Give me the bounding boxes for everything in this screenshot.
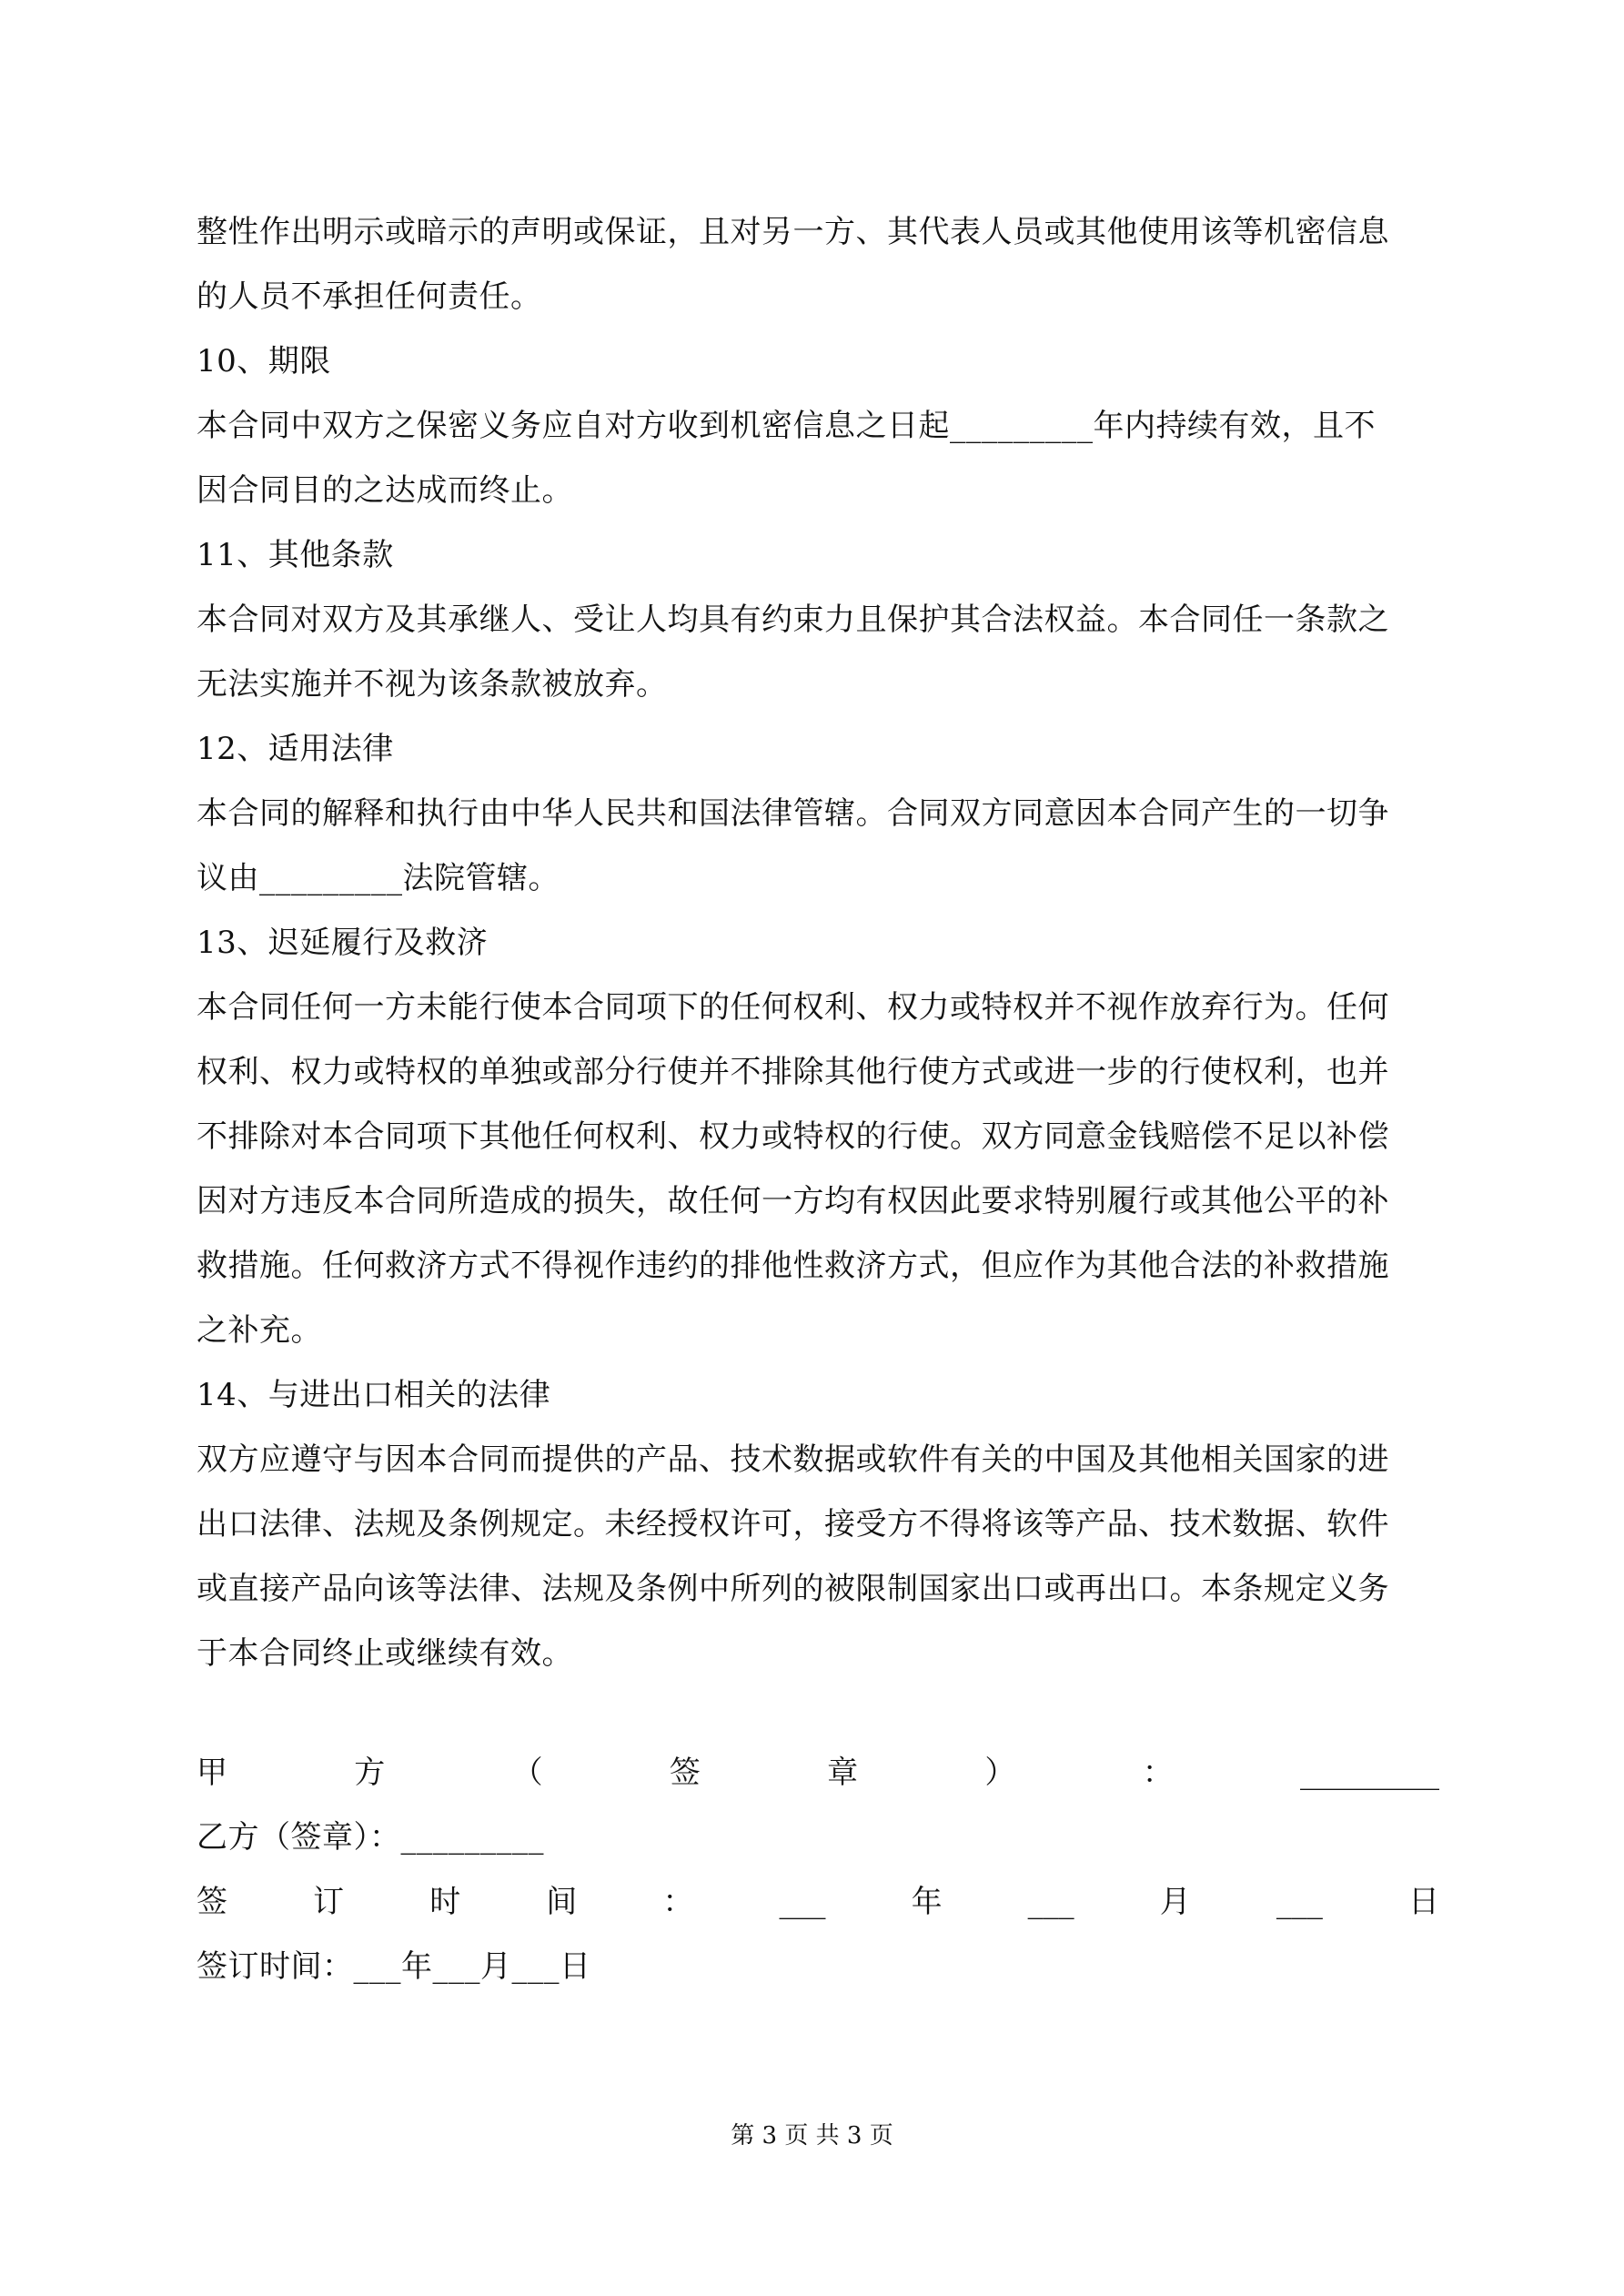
- party-a-char: ：: [1142, 1755, 1174, 1791]
- date-char: 订: [313, 1884, 345, 1920]
- body-line: 救措施。任何救济方式不得视作违约的排他性救济方式，但应作为其他合法的补救措施: [197, 1248, 1389, 1284]
- section-heading-governing-law: 12、适用法律: [197, 731, 394, 767]
- body-line: 本合同任何一方未能行使本合同项下的任何权利、权力或特权并不视作放弃行为。任何: [197, 989, 1389, 1026]
- body-line: 双方应遵守与因本合同而提供的产品、技术数据或软件有关的中国及其他相关国家的进: [197, 1441, 1389, 1478]
- body-line: 本合同中双方之保密义务应自对方收到机密信息之日起_________年内持续有效，且不: [197, 408, 1376, 444]
- date-char: 年: [911, 1884, 943, 1920]
- party-b-signature-row: 乙方（签章）：_________: [197, 1819, 544, 1856]
- body-line: 的人员不承担任何责任。: [197, 278, 542, 315]
- party-a-char: ）: [984, 1755, 1016, 1791]
- section-heading-term: 10、期限: [197, 343, 331, 379]
- body-line: 议由_________法院管辖。: [197, 860, 560, 896]
- body-line: 于本合同终止或继续有效。: [197, 1635, 573, 1672]
- body-line: 本合同的解释和执行由中华人民共和国法律管辖。合同双方同意因本合同产生的一切争: [197, 795, 1389, 832]
- body-line: 不排除对本合同项下其他任何权利、权力或特权的行使。双方同意金钱赔偿不足以补偿: [197, 1118, 1389, 1155]
- party-a-signature-row: [197, 1741, 1439, 1805]
- party-a-char: （: [511, 1755, 543, 1791]
- contract-page: [197, 200, 1439, 1999]
- body-line: 权利、权力或特权的单独或部分行使并不排除其他行使方式或进一步的行使权利，也并: [197, 1054, 1389, 1090]
- section-heading-export-law: 14、与进出口相关的法律: [197, 1377, 551, 1413]
- date-char: 月: [1159, 1884, 1191, 1920]
- date-char: 间: [546, 1884, 578, 1920]
- date-char: 日: [1407, 1884, 1439, 1920]
- date-row: 签订时间：___年___月___日: [197, 1948, 591, 1985]
- body-line: 因合同目的之达成而终止。: [197, 472, 573, 509]
- section-heading-remedies: 13、迟延履行及救济: [197, 925, 489, 961]
- party-a-char: 签: [669, 1755, 701, 1791]
- party-a-blank: _________: [1299, 1755, 1439, 1791]
- party-a-char: 甲: [197, 1755, 227, 1791]
- body-line: 之补充。: [197, 1312, 322, 1349]
- body-line: 因对方违反本合同所造成的损失，故任何一方均有权因此要求特别履行或其他公平的补: [197, 1183, 1389, 1219]
- page-number: 第 3 页 共 3 页: [731, 2122, 893, 2149]
- date-day-blank: ___: [1276, 1884, 1323, 1920]
- section-heading-other-terms: 11、其他条款: [197, 537, 394, 573]
- contract-body: [197, 200, 1439, 1686]
- body-line: 本合同对双方及其承继人、受让人均具有约束力且保护其合法权益。本合同任一条款之: [197, 602, 1389, 638]
- party-a-char: 章: [827, 1755, 859, 1791]
- signature-block: [197, 1741, 1439, 1999]
- date-char: ：: [662, 1884, 694, 1920]
- body-line: 或直接产品向该等法律、法规及条例中所列的被限制国家出口或再出口。本条规定义务: [197, 1571, 1389, 1607]
- date-char: 时: [429, 1884, 461, 1920]
- date-year-blank: ___: [779, 1884, 826, 1920]
- body-line: 整性作出明示或暗示的声明或保证，且对另一方、其代表人员或其他使用该等机密信息: [197, 214, 1389, 250]
- date-month-blank: ___: [1027, 1884, 1074, 1920]
- body-line: 无法实施并不视为该条款被放弃。: [197, 666, 668, 703]
- date-row-justified: [197, 1870, 1439, 1935]
- party-a-char: 方: [354, 1755, 386, 1791]
- date-char: 签: [197, 1884, 227, 1920]
- body-line: 出口法律、法规及条例规定。未经授权许可，接受方不得将该等产品、技术数据、软件: [197, 1506, 1389, 1542]
